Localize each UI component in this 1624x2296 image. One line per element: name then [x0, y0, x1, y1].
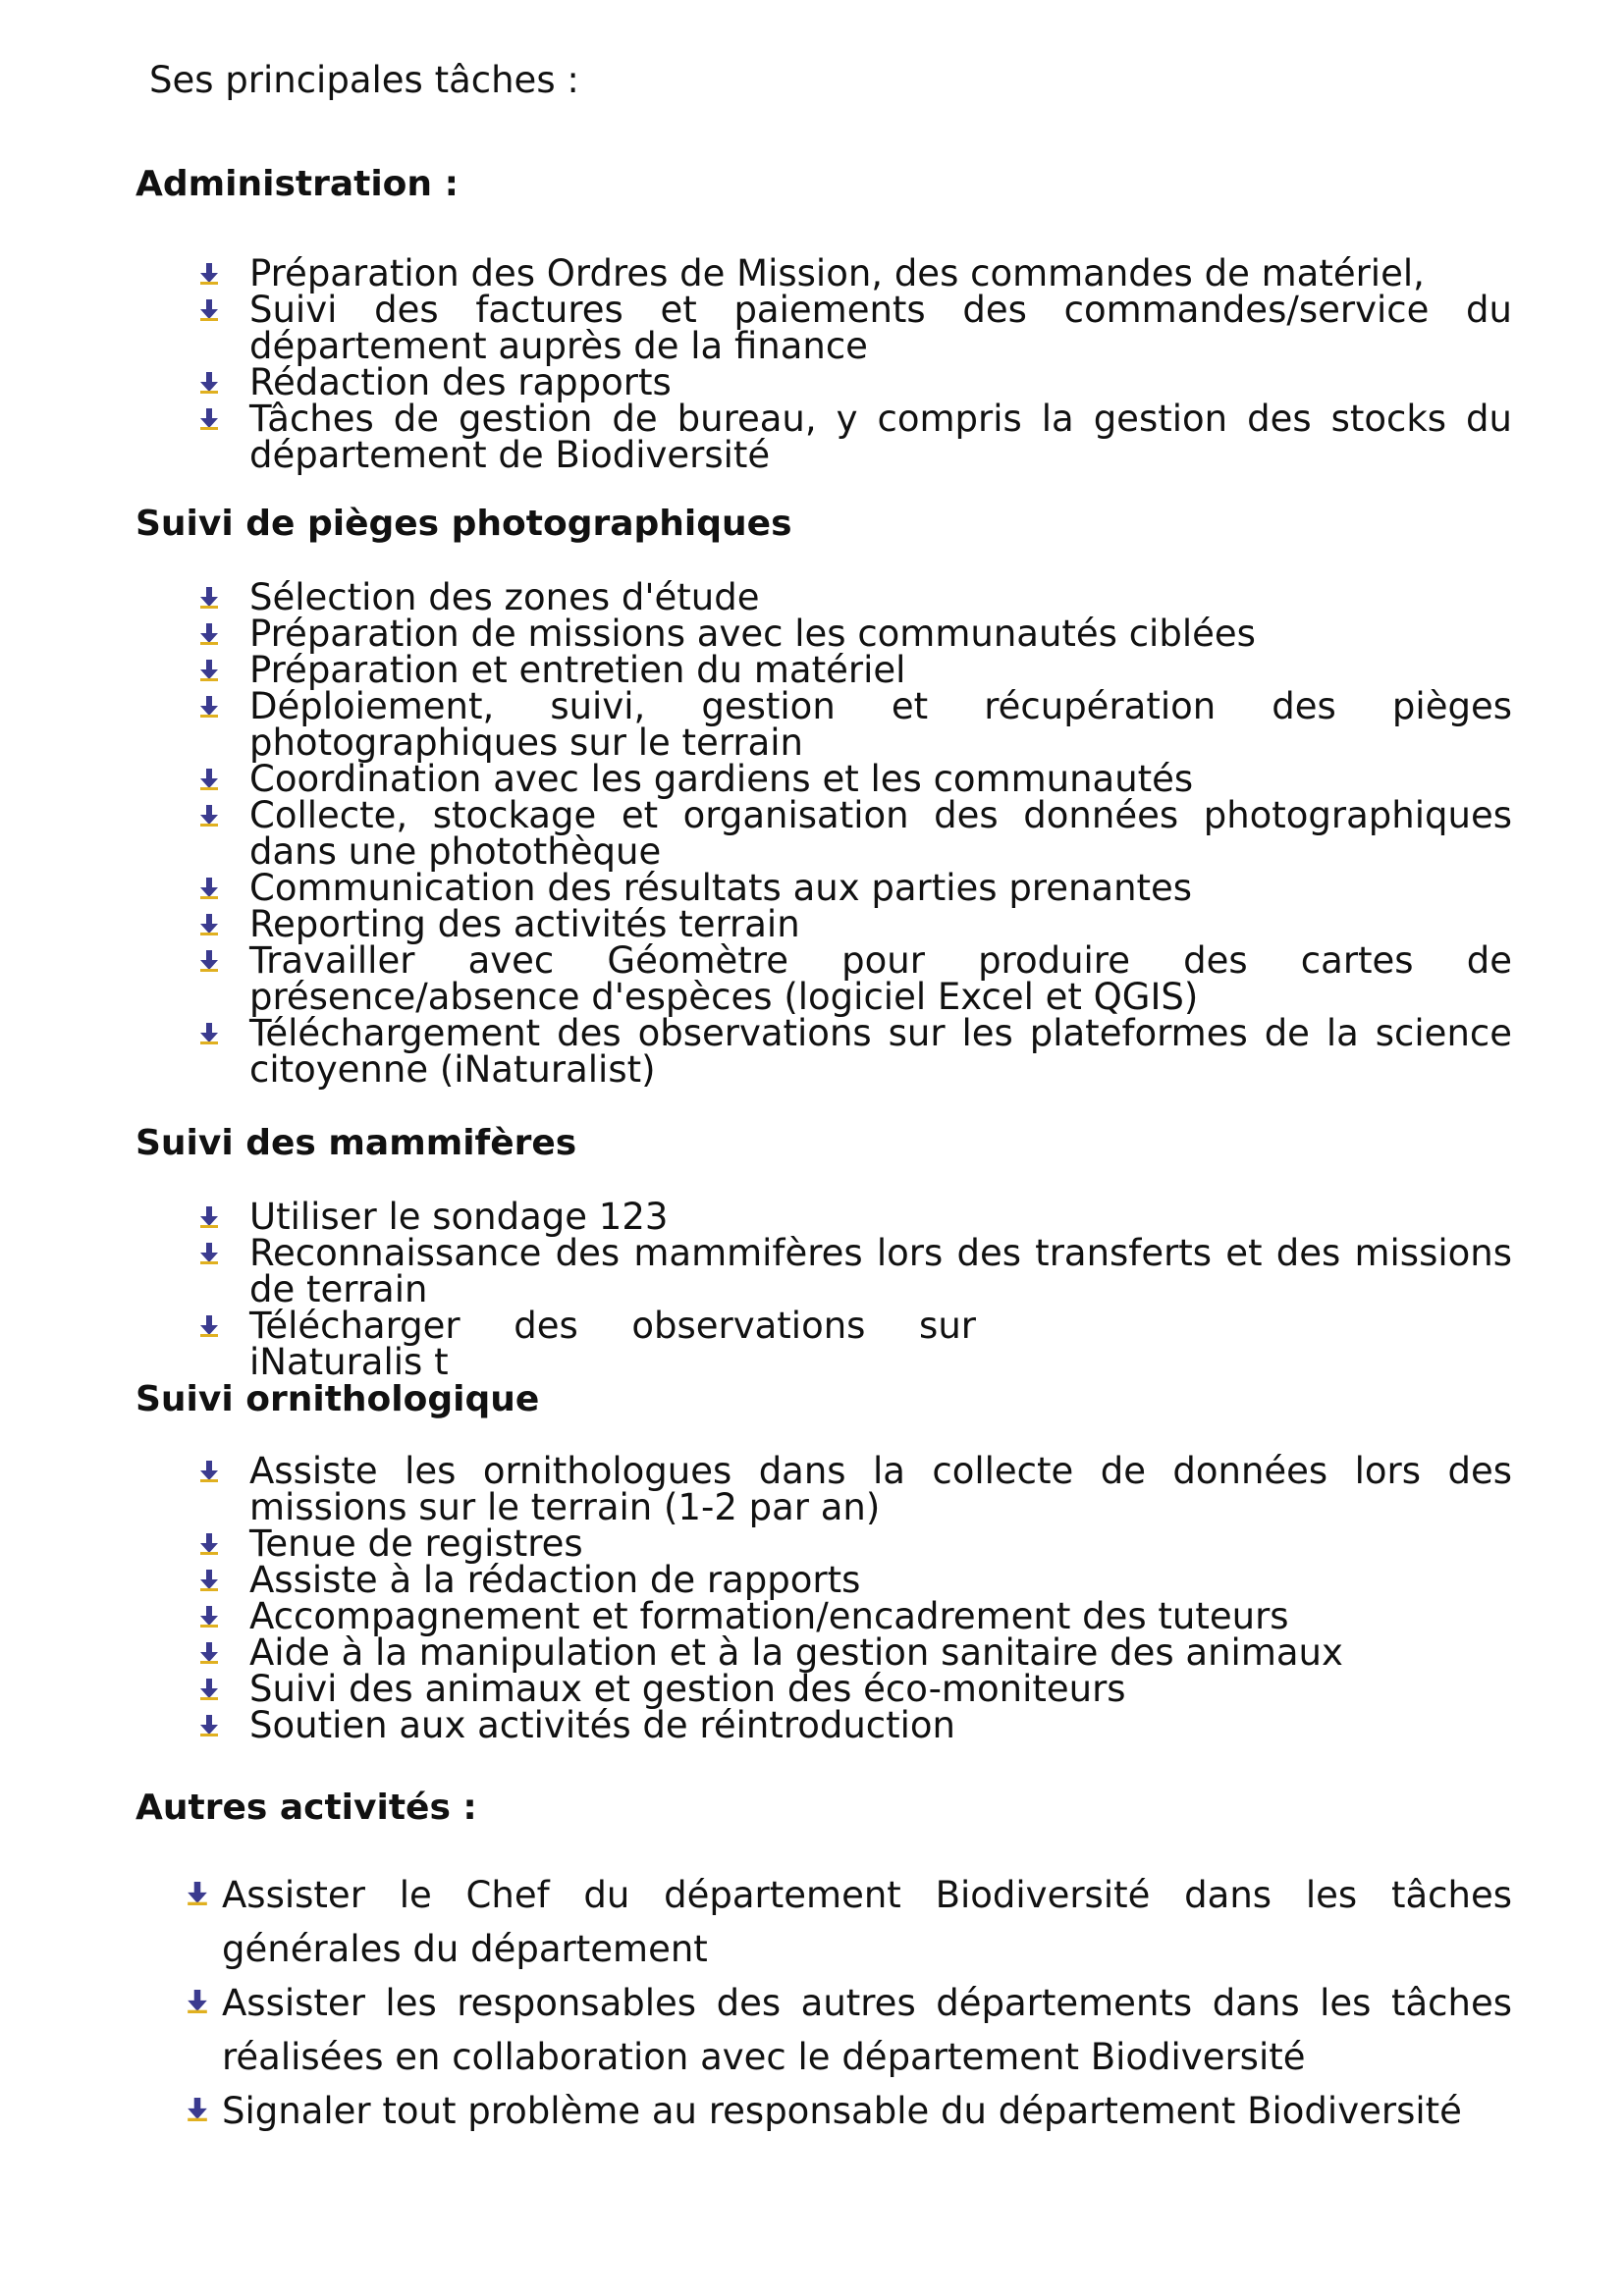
list-item: Préparation de missions avec les communautés ciblées: [200, 615, 1512, 652]
mammals-list: [200, 1196, 1512, 1383]
section-heading-camera-traps: Suivi de pièges photographiques: [135, 504, 792, 544]
list-item: Collecte, stockage et organisation des données photographiques dans une photothèque: [200, 797, 1512, 870]
list-item: Suivi des factures et paiements des commandes/service du département auprès de la finance: [200, 292, 1512, 364]
arrow-down-bullet-icon: [200, 660, 218, 681]
arrow-down-bullet-icon: [200, 372, 218, 394]
other-activities-list: [187, 1868, 1512, 2138]
arrow-down-bullet-icon: [200, 696, 218, 718]
list-item: Préparation et entretien du matériel: [200, 652, 1512, 688]
list-item: Soutien aux activités de réintroduction: [200, 1707, 1512, 1743]
list-item: Assister les responsables des autres départements dans les tâches réalisées en collaboration avec le département Biodiversité: [187, 1976, 1512, 2084]
list-item: Reconnaissance des mammifères lors des transferts et des missions de terrain: [200, 1235, 1512, 1308]
arrow-down-bullet-icon: [200, 1570, 218, 1591]
section-heading-ornithology: Suivi ornithologique: [135, 1379, 540, 1419]
list-item: Préparation des Ordres de Mission, des commandes de matériel,: [200, 255, 1512, 292]
list-item: Assiste les ornithologues dans la collecte de données lors des missions sur le terrain (1-2 par an): [200, 1453, 1512, 1525]
arrow-down-bullet-icon: [200, 1461, 218, 1482]
arrow-down-bullet-icon: [200, 1206, 218, 1228]
section-heading-other-activities: Autres activités :: [135, 1788, 477, 1828]
ornithology-list: [200, 1450, 1512, 1746]
arrow-down-bullet-icon: [200, 878, 218, 899]
arrow-down-bullet-icon: [200, 1315, 218, 1337]
arrow-down-bullet-icon: [200, 1533, 218, 1555]
arrow-down-bullet-icon: [200, 299, 218, 321]
arrow-down-bullet-icon: [187, 1882, 208, 1905]
list-item: Assister le Chef du département Biodiversité dans les tâches générales du département: [187, 1868, 1512, 1976]
arrow-down-bullet-icon: [200, 1642, 218, 1664]
arrow-down-bullet-icon: [200, 1715, 218, 1736]
list-item: Communication des résultats aux parties prenantes: [200, 870, 1512, 906]
list-item: Suivi des animaux et gestion des éco-moniteurs: [200, 1671, 1512, 1707]
arrow-down-bullet-icon: [200, 587, 218, 609]
arrow-down-bullet-icon: [200, 1023, 218, 1044]
list-item: Déploiement, suivi, gestion et récupération des pièges photographiques sur le terrain: [200, 688, 1512, 761]
list-item: Signaler tout problème au responsable du département Biodiversité: [187, 2084, 1512, 2138]
arrow-down-bullet-icon: [200, 408, 218, 430]
list-item: Accompagnement et formation/encadrement des tuteurs: [200, 1598, 1512, 1634]
list-item: Utiliser le sondage 123: [200, 1199, 1512, 1235]
administration-list: [200, 252, 1512, 476]
section-heading-administration: Administration :: [135, 164, 459, 204]
list-item: Reporting des activités terrain: [200, 906, 1512, 942]
list-item: Coordination avec les gardiens et les communautés: [200, 761, 1512, 797]
arrow-down-bullet-icon: [200, 950, 218, 972]
list-item: Télécharger des observations sur iNaturalis t: [200, 1308, 976, 1380]
arrow-down-bullet-icon: [200, 805, 218, 827]
list-item: Aide à la manipulation et à la gestion sanitaire des animaux: [200, 1634, 1512, 1671]
arrow-down-bullet-icon: [187, 2098, 208, 2121]
list-item: Sélection des zones d'étude: [200, 579, 1512, 615]
arrow-down-bullet-icon: [200, 623, 218, 645]
list-item: Assiste à la rédaction de rapports: [200, 1562, 1512, 1598]
arrow-down-bullet-icon: [200, 263, 218, 285]
list-item: Tenue de registres: [200, 1525, 1512, 1562]
list-item: Rédaction des rapports: [200, 364, 1512, 400]
intro-text: Ses principales tâches :: [149, 59, 579, 101]
arrow-down-bullet-icon: [187, 1990, 208, 2013]
list-item: Téléchargement des observations sur les plateformes de la science citoyenne (iNaturalist): [200, 1015, 1512, 1088]
section-heading-mammals: Suivi des mammifères: [135, 1123, 577, 1163]
arrow-down-bullet-icon: [200, 769, 218, 790]
arrow-down-bullet-icon: [200, 1243, 218, 1264]
list-item: Tâches de gestion de bureau, y compris la gestion des stocks du département de Biodiversité: [200, 400, 1512, 473]
camera-traps-list: [200, 576, 1512, 1091]
arrow-down-bullet-icon: [200, 914, 218, 935]
arrow-down-bullet-icon: [200, 1606, 218, 1628]
arrow-down-bullet-icon: [200, 1679, 218, 1700]
list-item: Travailler avec Géomètre pour produire des cartes de présence/absence d'espèces (logiciel Excel et QGIS): [200, 942, 1512, 1015]
